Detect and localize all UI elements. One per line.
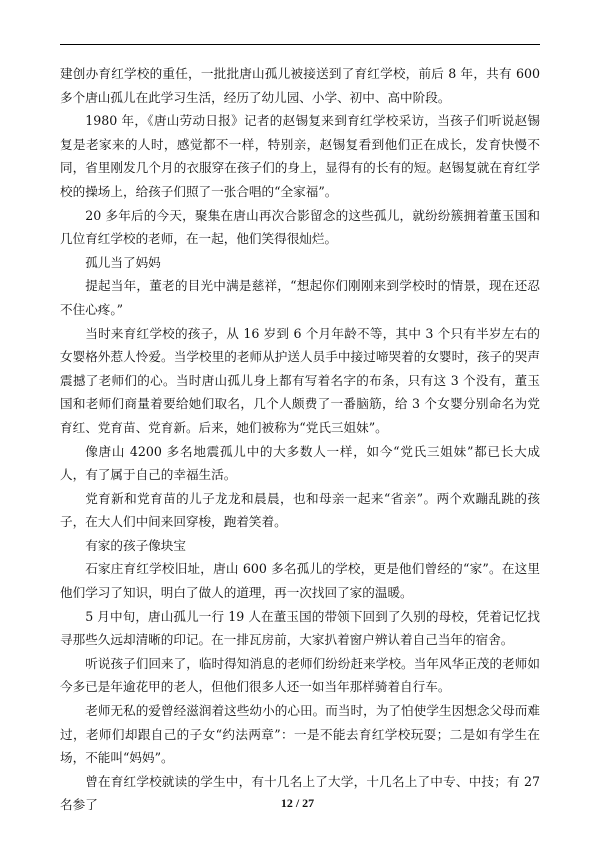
paragraph: 建创办育红学校的重任，一批批唐山孤儿被接送到了育红学校，前后 8 年，共有 600 多个唐山孤儿在此学习生活，经历了幼儿园、小学、初中、高中阶段。 [60, 66, 540, 105]
paragraph: 石家庄育红学校旧址，唐山 600 多名孤儿的学校，更是他们曾经的“家”。在这里他们学习了知识，明白了做人的道理，再一次找回了家的温暖。 [60, 561, 540, 601]
paragraph: 像唐山 4200 多名地震孤儿中的大多数人一样，如今“党氏三姐妹”都已长大成人，有了属于自己的幸福生活。 [60, 443, 540, 483]
header-rule [60, 44, 540, 45]
page-number: 12 / 27 [280, 796, 315, 810]
paragraph: 曾在育红学校就读的学生中，有十几名上了大学，十几名上了中专、中技；有 27 名参了 [60, 773, 540, 813]
paragraph: 听说孩子们回来了，临时得知消息的老师们纷纷赶来学校。当年风华正茂的老师如今多已是年逾花甲的老人，但他们很多人还一如当年那样骑着自行车。 [60, 655, 540, 695]
paragraph: 党育新和党育苗的儿子龙龙和晨晨，也和母亲一起来“省亲”。两个欢蹦乱跳的孩子，在大人们中间来回穿梭，跑着笑着。 [60, 490, 540, 530]
paragraph: 当时来育红学校的孩子，从 16 岁到 6 个月年龄不等，其中 3 个只有半岁左右的女婴格外惹人怜爱。当学校里的老师从护送人员手中接过啼哭着的女婴时，孩子的哭声震撼了老师们的心。当时唐山孤儿身上都有写着名字的布条，只有这 3 个没有，董玉国和老师们商量着要给她们取名，几个人颇费了一番脑筋，给 3 个女婴分别命名为党育红、党育苗、党育新。后来，她们被称为“党氏三姐妹”。 [60, 325, 540, 435]
paragraph: 5 月中旬，唐山孤儿一行 19 人在董玉国的带领下回到了久别的母校，凭着记忆找寻那些久远却清晰的印记。在一排瓦房前，大家扒着窗户辨认着自己当年的宿舍。 [60, 608, 540, 648]
document-body [60, 62, 540, 817]
paragraph: 提起当年，董老的目光中满是慈祥，“想起你们刚刚来到学校时的情景，现在还忍不住心疼。” [60, 278, 540, 317]
paragraph: 老师无私的爱曾经滋润着这些幼小的心田。而当时，为了怕使学生因想念父母而难过，老师们却跟自己的子女“约法两章”：一是不能去育红学校玩耍；二是如有学生在场，不能叫“妈妈”。 [60, 703, 540, 766]
section-heading: 有家的孩子像块宝 [85, 537, 186, 553]
section-heading: 孤儿当了妈妈 [85, 254, 161, 270]
paragraph: 20 多年后的今天，聚集在唐山再次合影留念的这些孤儿，就纷纷簇拥着董玉国和几位育红学校的老师，在一起，他们笑得很灿烂。 [60, 207, 540, 247]
paragraph: 1980 年，《唐山劳动日报》记者的赵锡复来到育红学校采访，当孩子们听说赵锡复是老家来的人时，感觉都不一样，特别亲，赵锡复看到他们正在成长，发育快慢不同，省里刚发几个月的衣服穿在孩子们的身上，显得有的长有的短。赵锡复就在育红学校的操场上，给孩子们照了一张合唱的“全家福”。 [60, 113, 540, 199]
